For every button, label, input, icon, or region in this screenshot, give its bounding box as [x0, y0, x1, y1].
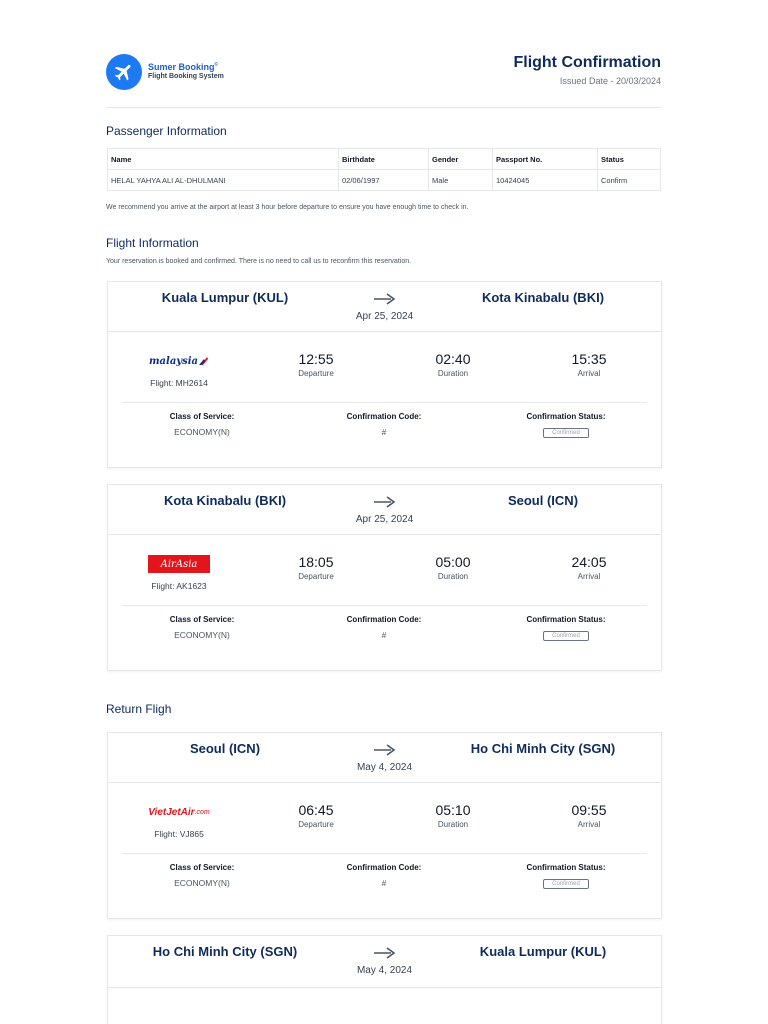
status-block: [486, 615, 646, 642]
class-value: ECONOMY(N): [174, 878, 230, 888]
status-label: Confirmation Status:: [526, 412, 606, 421]
status-block: [486, 863, 646, 890]
vietjet-logo: VietJetAir .com: [148, 806, 210, 818]
origin-city: Kuala Lumpur (KUL): [161, 290, 289, 305]
class-label: Class of Service:: [169, 412, 235, 421]
passenger-table: [107, 148, 661, 191]
flight-card: [107, 484, 662, 671]
destination-city: Ho Chi Minh City (SGN): [470, 741, 616, 756]
flight-card: [107, 732, 662, 919]
code-label: Confirmation Code:: [346, 615, 422, 624]
divider: [122, 402, 647, 403]
class-block: [122, 863, 282, 888]
document-header: [106, 52, 661, 108]
arrival-block: [544, 351, 634, 378]
return-section-title: Return Fligh: [106, 702, 172, 716]
checkin-note: We recommend you arrive at the airport at least 3 hour before departure to ensure you have enough time to check in.: [106, 204, 469, 211]
table-row: [108, 170, 661, 191]
arrival-block: [544, 802, 634, 829]
departure-block: [271, 351, 361, 378]
arrival-time: 24:05: [571, 554, 607, 570]
passenger-status: Confirm: [598, 170, 661, 191]
brand-tagline: Flight Booking System: [148, 73, 224, 80]
duration-time: 05:10: [435, 802, 471, 818]
table-header-row: [108, 149, 661, 170]
flight-segment: [108, 332, 661, 468]
departure-time: 18:05: [298, 554, 334, 570]
flight-number: Flight: MH2614: [150, 378, 208, 388]
class-label: Class of Service:: [169, 615, 235, 624]
brand-name: Sumer Booking: [148, 62, 215, 72]
departure-label: Departure: [298, 820, 334, 829]
flight-segment: [108, 783, 661, 919]
class-block: [122, 615, 282, 640]
duration-label: Duration: [437, 820, 469, 829]
code-block: [304, 863, 464, 888]
flight-section-title: Flight Information: [106, 236, 199, 250]
destination-city: Seoul (ICN): [507, 493, 579, 508]
flight-number: Flight: VJ865: [154, 829, 204, 839]
route-header: [108, 733, 661, 783]
flight-card: [107, 935, 662, 1024]
passenger-gender: Male: [429, 170, 493, 191]
arrival-time: 15:35: [571, 351, 607, 367]
passenger-name: HELAL YAHYA ALI AL-DHULMANI: [108, 170, 339, 191]
departure-label: Departure: [298, 369, 334, 378]
brand-mark: ©: [214, 62, 219, 68]
class-value: ECONOMY(N): [174, 427, 230, 437]
arrival-block: [544, 554, 634, 581]
departure-label: Departure: [298, 572, 334, 581]
duration-block: [408, 802, 498, 829]
column-header: Passport No.: [493, 149, 598, 170]
origin-city: Seoul (ICN): [189, 741, 261, 756]
duration-block: [408, 554, 498, 581]
status-badge: Confirmed: [543, 428, 589, 438]
status-badge: Confirmed: [543, 879, 589, 889]
arrow-right-icon: [374, 743, 396, 761]
route-header: [108, 485, 661, 535]
departure-time: 06:45: [298, 802, 334, 818]
status-label: Confirmation Status:: [526, 615, 606, 624]
departure-time: 12:55: [298, 351, 334, 367]
divider: [122, 853, 647, 854]
origin-city: Kota Kinabalu (BKI): [163, 493, 287, 508]
duration-time: 05:00: [435, 554, 471, 570]
flight-number: Flight: AK1623: [151, 581, 207, 591]
code-value: #: [381, 427, 387, 437]
flight-date: May 4, 2024: [356, 762, 413, 773]
malaysia-airlines-logo: malaysia: [148, 352, 210, 370]
arrow-right-icon: [374, 495, 396, 513]
destination-city: Kota Kinabalu (BKI): [481, 290, 605, 305]
duration-label: Duration: [437, 369, 469, 378]
status-block: [486, 412, 646, 439]
origin-city: Ho Chi Minh City (SGN): [152, 944, 298, 959]
duration-block: [408, 351, 498, 378]
destination-city: Kuala Lumpur (KUL): [479, 944, 607, 959]
code-value: #: [381, 630, 387, 640]
passenger-birthdate: 02/06/1997: [339, 170, 429, 191]
arrival-label: Arrival: [577, 820, 601, 829]
column-header: Birthdate: [339, 149, 429, 170]
code-block: [304, 412, 464, 437]
reservation-note: Your reservation is booked and confirmed. There is no need to call us to reconfirm this reservation.: [106, 258, 412, 265]
passenger-passport: 10424045: [493, 170, 598, 191]
class-block: [122, 412, 282, 437]
class-value: ECONOMY(N): [174, 630, 230, 640]
flight-date: Apr 25, 2024: [355, 514, 414, 525]
flight-card: [107, 281, 662, 468]
departure-block: [271, 554, 361, 581]
duration-time: 02:40: [435, 351, 471, 367]
arrow-right-icon: [374, 946, 396, 964]
code-value: #: [381, 878, 387, 888]
divider: [122, 605, 647, 606]
arrow-right-icon: [374, 292, 396, 310]
flight-date: May 4, 2024: [356, 965, 413, 976]
arrival-label: Arrival: [577, 572, 601, 581]
duration-label: Duration: [437, 572, 469, 581]
arrival-label: Arrival: [577, 369, 601, 378]
flight-date: Apr 25, 2024: [355, 311, 414, 322]
column-header: Gender: [429, 149, 493, 170]
status-label: Confirmation Status:: [526, 863, 606, 872]
class-label: Class of Service:: [169, 863, 235, 872]
route-header: [108, 936, 661, 988]
departure-block: [271, 802, 361, 829]
page-title: Flight Confirmation: [513, 54, 661, 71]
arrival-time: 09:55: [571, 802, 607, 818]
brand: [148, 62, 224, 80]
airasia-logo: AirAsia: [148, 555, 210, 573]
airplane-icon: [106, 54, 142, 90]
column-header: Name: [108, 149, 339, 170]
passenger-section-title: Passenger Information: [106, 124, 227, 138]
flight-segment: [108, 535, 661, 671]
code-label: Confirmation Code:: [346, 863, 422, 872]
issued-date: Issued Date - 20/03/2024: [559, 76, 661, 86]
code-block: [304, 615, 464, 640]
route-header: [108, 282, 661, 332]
column-header: Status: [598, 149, 661, 170]
status-badge: Confirmed: [543, 631, 589, 641]
code-label: Confirmation Code:: [346, 412, 422, 421]
